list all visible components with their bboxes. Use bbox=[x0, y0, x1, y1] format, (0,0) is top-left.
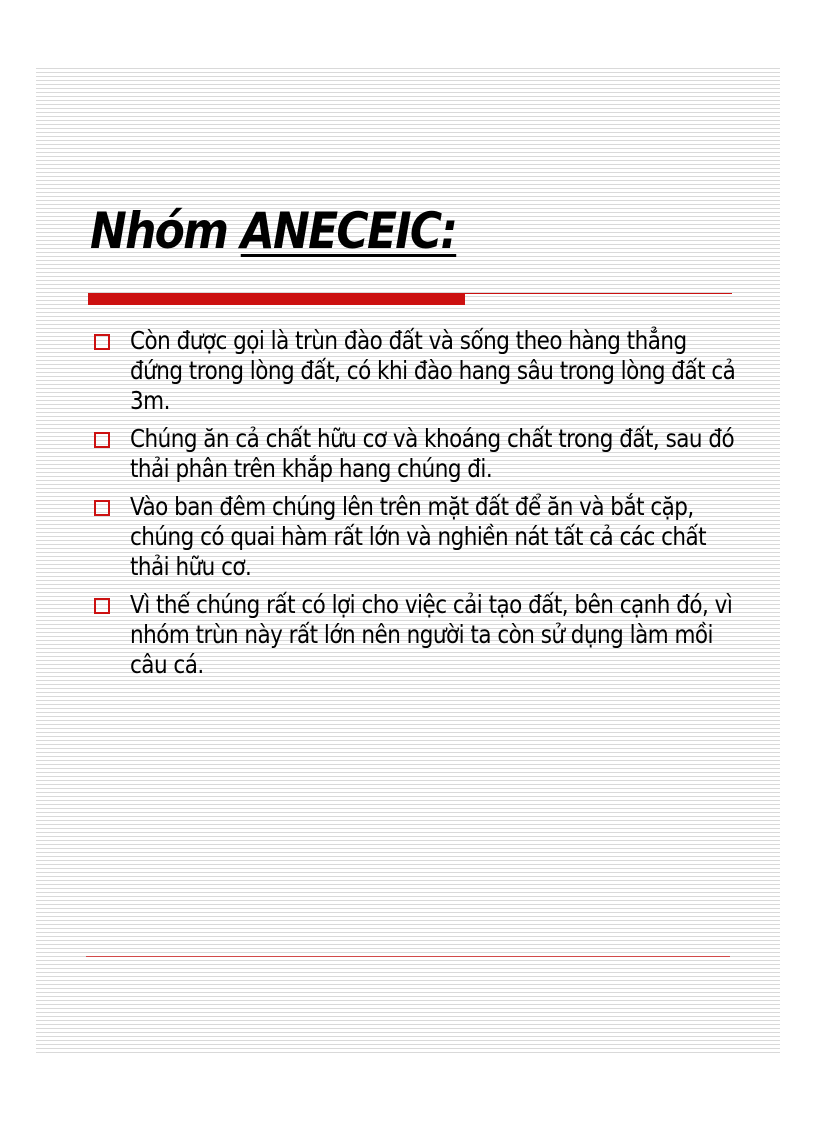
hollow-square-icon bbox=[94, 598, 110, 614]
bullet-text: Vì thế chúng rất có lợi cho việc cải tạo đất, bên cạnh đó, vì nhóm trùn này rất lớn nên người ta còn sử dụng làm mồi câu cá. bbox=[130, 590, 733, 679]
hollow-square-icon bbox=[94, 500, 110, 516]
title-group-name: ANECEIC: bbox=[240, 202, 457, 260]
hollow-square-icon bbox=[94, 432, 110, 448]
bullet-item bbox=[92, 590, 742, 680]
bullet-text: Chúng ăn cả chất hữu cơ và khoáng chất trong đất, sau đó thải phân trên khắp hang chúng đi. bbox=[130, 424, 735, 483]
title-rule-thin bbox=[465, 293, 732, 294]
bullet-text: Vào ban đêm chúng lên trên mặt đất để ăn và bắt cặp, chúng có quai hàm rất lớn và nghiền nát tất cả các chất thải hữu cơ. bbox=[130, 492, 707, 581]
bullet-list bbox=[92, 326, 742, 688]
title-prefix: Nhóm bbox=[90, 202, 241, 260]
bullet-text: Còn được gọi là trùn đào đất và sống theo hàng thẳng đứng trong lòng đất, có khi đào hang sâu trong lòng đất cả 3m. bbox=[130, 326, 736, 415]
slide bbox=[36, 68, 780, 1054]
title-rule-thick bbox=[88, 293, 465, 305]
hollow-square-icon bbox=[94, 334, 110, 350]
footer-rule bbox=[86, 956, 730, 957]
bullet-item bbox=[92, 492, 742, 582]
bullet-item bbox=[92, 424, 742, 484]
slide-title bbox=[90, 202, 457, 260]
bullet-item bbox=[92, 326, 742, 416]
